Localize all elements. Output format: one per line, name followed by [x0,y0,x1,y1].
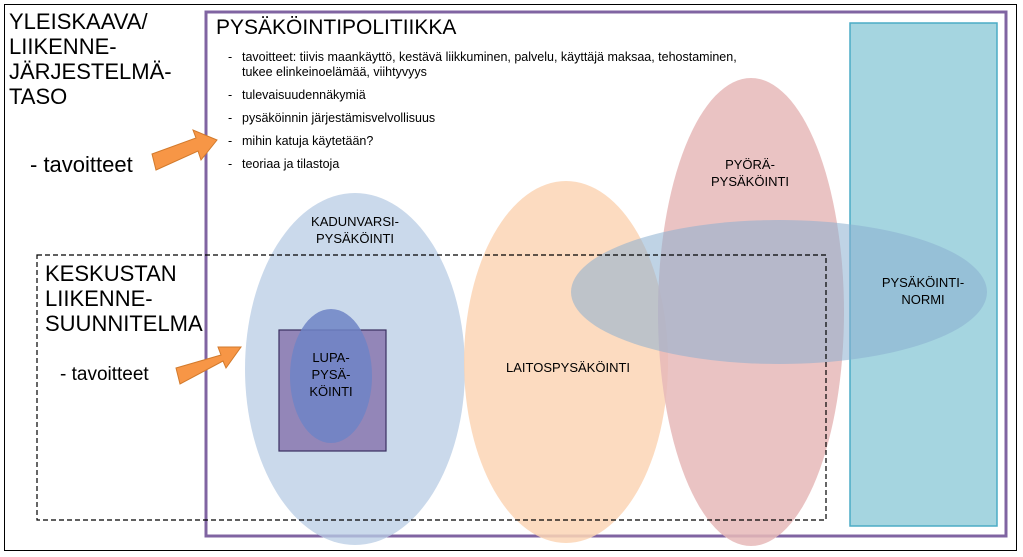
normi-label-line: PYSÄKÖINTI- [881,275,965,290]
kadunvarsi-label [300,213,410,247]
normi-label [868,274,978,308]
policy-bullet-text-cont: tukee elinkeinoelämää, viihtyvyys [242,65,427,79]
policy-title: PYSÄKÖINTIPOLITIIKKA [216,16,457,39]
policy-bullet: - teoriaa ja tilastoja [228,157,828,172]
arrow-right-icon [176,347,241,384]
left-goals: - tavoitteet [30,152,133,177]
center-heading-line: SUUNNITELMA [45,311,203,336]
left-heading-line: YLEISKAAVA/ [9,9,148,34]
pyora-label-line: PYSÄKÖINTI [710,174,790,189]
lupa-label-line: PYSÄ- [311,367,351,382]
kadunvarsi-label-line: PYSÄKÖINTI [315,231,395,246]
center-heading-line: KESKUSTAN [45,261,177,286]
kadunvarsi-label-line: KADUNVARSI- [311,214,399,229]
left-heading-line: JÄRJESTELMÄ- [9,59,172,84]
center-heading [45,261,203,336]
policy-bullet: - pysäköinnin järjestämisvelvollisuus [228,111,828,126]
pyora-label [700,156,800,190]
pyora-label-line: PYÖRÄ- [725,157,775,172]
center-goals: - tavoitteet [60,364,149,385]
lupa-label-line: LUPA- [312,350,350,365]
policy-bullet-text: - tavoitteet: tiivis maankäyttö, kestävä liikkuminen, palvelu, käyttäjä maksaa, tehostaminen, [242,50,737,64]
normi-label-line: NORMI [901,292,945,307]
left-heading [9,9,172,109]
policy-bullet [228,50,828,80]
lupa-label-line: KÖINTI [309,384,353,399]
laitos-label: LAITOSPYSÄKÖINTI [505,360,631,375]
policy-bullet: - tulevaisuudennäkymiä [228,88,828,103]
policy-bullet: - mihin katuja käytetään? [228,134,828,149]
left-heading-line: TASO [9,84,68,109]
left-heading-line: LIIKENNE- [9,34,117,59]
center-heading-line: LIIKENNE- [45,286,153,311]
lupa-label [296,349,366,400]
